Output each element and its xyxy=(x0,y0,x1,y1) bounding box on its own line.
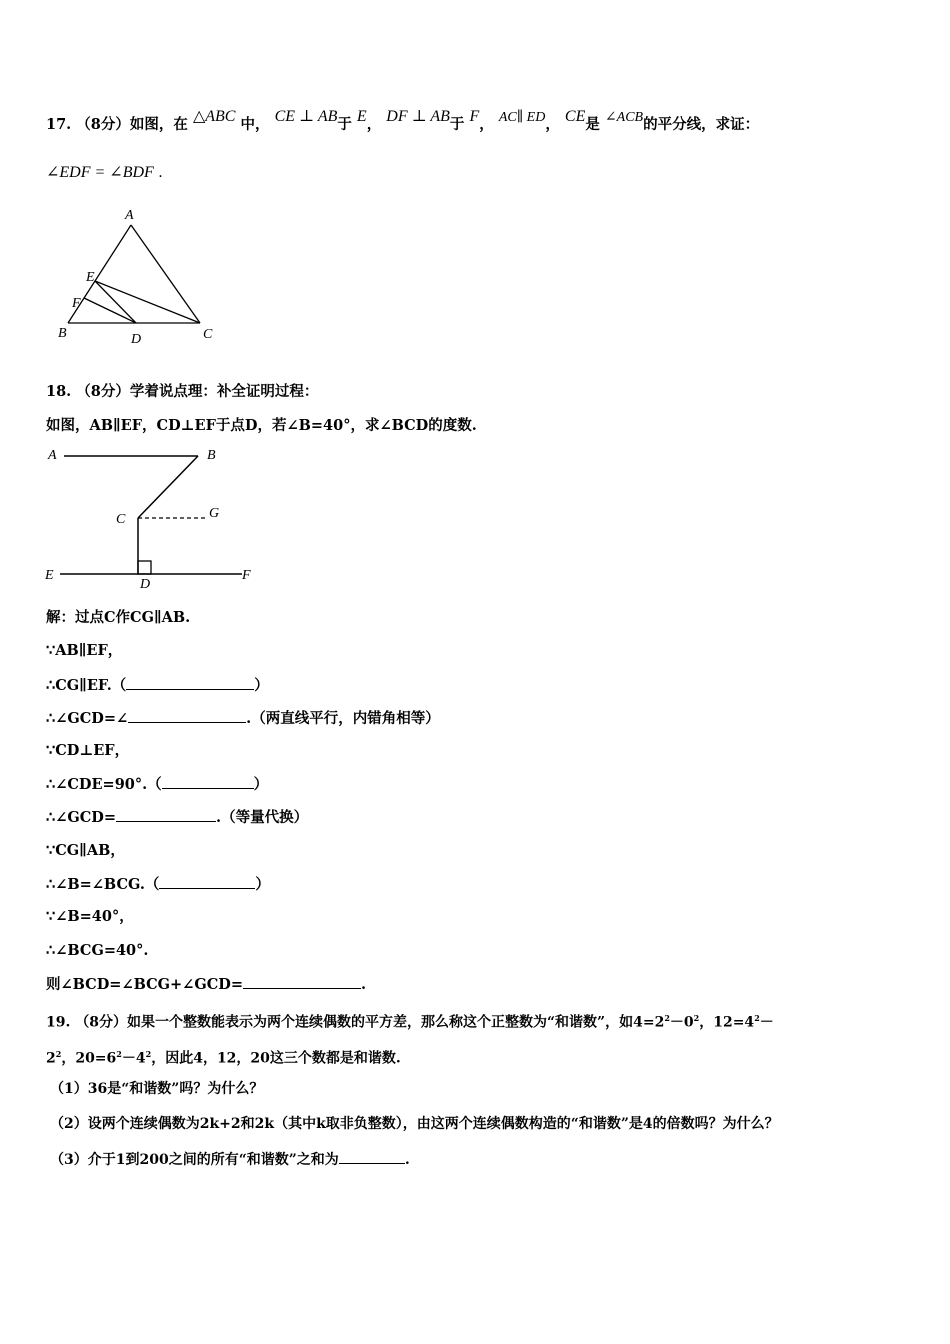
q18-step-text: ∴CG∥EF.（ xyxy=(46,677,127,694)
q17-text: 的平分线，求证： xyxy=(643,116,760,133)
q17-number: 17. xyxy=(46,116,72,133)
q17-text: 中， xyxy=(240,116,270,133)
q17-period: . xyxy=(158,164,163,181)
q17-text: 如图，在 xyxy=(129,116,188,133)
exponent: 2 xyxy=(754,1013,760,1023)
q18-step: ∵∠B=40°， xyxy=(46,908,134,925)
q18-step-text: ∴∠CDE=90°.（ xyxy=(46,776,162,793)
q19-text: 4=2 xyxy=(633,1014,665,1031)
q19-score: （8分） xyxy=(75,1014,127,1031)
answer-blank[interactable] xyxy=(128,708,246,723)
q18-step: 解：过点C作CG∥AB. xyxy=(46,609,191,626)
q18-line-bc xyxy=(138,456,198,518)
q17-math-ce: CE xyxy=(564,108,586,125)
q17-segment xyxy=(131,225,200,323)
q18-step xyxy=(46,874,270,895)
q19-part-text: （3）介于1到200之间的所有“和谐数”之和为 xyxy=(50,1152,339,1168)
q17-math-ce-perp: CE ⊥ AB xyxy=(274,108,338,125)
q18-step xyxy=(46,974,366,995)
q18-step-text: ∴∠B=∠BCG.（ xyxy=(46,876,160,893)
q18-step xyxy=(46,675,269,696)
q18-label-a: A xyxy=(48,448,57,463)
q18-step-text: ∴∠GCD=∠ xyxy=(46,710,129,727)
exponent: 2 xyxy=(55,1049,62,1059)
exponent: 2 xyxy=(145,1049,152,1059)
q18-number: 18. xyxy=(46,383,72,400)
q19-text: 2 xyxy=(46,1050,56,1067)
answer-blank[interactable] xyxy=(116,807,216,822)
q18-figure xyxy=(40,440,270,595)
answer-blank[interactable] xyxy=(159,874,255,889)
q18-step xyxy=(46,708,440,729)
q17-label-a: A xyxy=(125,208,134,223)
q17-text: ， xyxy=(479,116,494,133)
q18-step-text: . xyxy=(360,976,367,993)
q19-part-3 xyxy=(50,1149,410,1170)
q19-intro xyxy=(46,1008,774,1033)
q17-math-triangle: △ABC xyxy=(192,108,236,125)
exponent: 2 xyxy=(116,1049,122,1059)
q19-part-text: . xyxy=(404,1152,410,1168)
q18-label-e: E xyxy=(45,568,54,583)
q18-label-g: G xyxy=(209,506,220,521)
q19-text: ，因此4，12，20这三个数都是和谐数. xyxy=(151,1050,401,1067)
q18-step-text: .（两直线平行，内错角相等） xyxy=(246,710,440,727)
q17-math-df-perp: DF ⊥ AB xyxy=(386,108,450,125)
q18-problem: 如图，AB∥EF，CD⊥EF于点D，若∠B=40°，求∠BCD的度数. xyxy=(46,417,477,434)
q18-right-angle-mark xyxy=(138,561,151,574)
q17-text: 是 xyxy=(585,116,600,133)
q18-step: ∵CD⊥EF， xyxy=(46,742,130,759)
q19-text: －0 xyxy=(669,1014,694,1031)
q19-part-2: （2）设两个连续偶数为2k+2和2k（其中k取非负整数），由这两个连续偶数构造的“和谐数”是4的倍数吗？为什么？ xyxy=(50,1116,779,1132)
q17-segment xyxy=(95,281,200,323)
q17-label-d: D xyxy=(131,332,142,347)
q17-label-e: E xyxy=(86,270,95,285)
answer-blank[interactable] xyxy=(162,774,254,789)
q18-label-d: D xyxy=(140,577,151,592)
q17-score: （8分） xyxy=(76,116,130,133)
q17-text: ， xyxy=(545,116,560,133)
q18-label-c: C xyxy=(116,512,126,527)
q17-math-f: F xyxy=(469,108,480,125)
q18-step-text: 则∠BCD=∠BCG+∠GCD= xyxy=(46,976,243,993)
q17-segment xyxy=(95,281,136,323)
q18-title-text: 学着说点理：补全证明过程： xyxy=(129,383,319,400)
q19-text: － xyxy=(759,1014,774,1031)
q18-step-text: ） xyxy=(255,876,270,893)
answer-blank[interactable] xyxy=(243,974,361,989)
q19-number: 19. xyxy=(46,1014,71,1031)
q17-text: 于 xyxy=(449,116,465,133)
q17-line1 xyxy=(46,108,760,136)
q18-step: ∵CG∥AB， xyxy=(46,842,125,859)
q17-label-f: F xyxy=(72,296,81,311)
answer-blank[interactable] xyxy=(339,1149,405,1164)
q19-intro-cont xyxy=(46,1044,401,1069)
q17-figure xyxy=(50,205,230,350)
q17-text: 于 xyxy=(337,116,352,133)
q18-step xyxy=(46,807,308,828)
q19-text: －4 xyxy=(121,1050,146,1067)
exponent: 2 xyxy=(664,1013,670,1023)
q17-text: ， xyxy=(366,116,382,133)
q19-text: ，12=4 xyxy=(699,1014,755,1031)
q18-step xyxy=(46,774,268,795)
q19-part-1: （1）36是“和谐数”吗？为什么？ xyxy=(50,1081,264,1097)
q18-step-text: .（等量代换） xyxy=(216,809,309,826)
q17-math-e: E xyxy=(356,108,367,125)
q19-text: 如果一个整数能表示为两个连续偶数的平方差，那么称这个正整数为“和谐数”，如 xyxy=(126,1014,634,1031)
q18-step-text: ∴∠GCD= xyxy=(46,809,117,826)
q17-math-proof-goal: ∠EDF = ∠BDF xyxy=(46,164,154,181)
answer-blank[interactable] xyxy=(126,675,254,690)
q18-step: ∵AB∥EF， xyxy=(46,642,123,659)
q18-step-text: ） xyxy=(254,677,269,694)
q17-line2 xyxy=(46,163,163,183)
q18-title xyxy=(46,382,318,402)
exponent: 2 xyxy=(693,1013,700,1023)
q18-step: ∴∠BCG=40°. xyxy=(46,942,149,959)
q18-score: （8分） xyxy=(76,383,130,400)
q17-math-parallel: AC∥ ED xyxy=(498,110,546,125)
q18-step-text: ） xyxy=(253,776,269,793)
q19-text: ，20=6 xyxy=(61,1050,117,1067)
q17-segment xyxy=(84,298,136,323)
q17-label-b: B xyxy=(58,326,67,341)
q17-label-c: C xyxy=(203,327,213,342)
q18-label-f: F xyxy=(242,568,251,583)
q17-math-angle-acb: ∠ACB xyxy=(604,110,644,125)
q18-label-b: B xyxy=(207,448,216,463)
